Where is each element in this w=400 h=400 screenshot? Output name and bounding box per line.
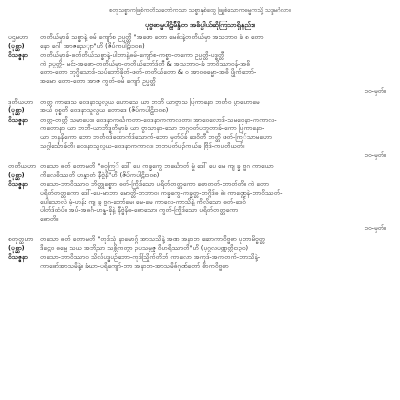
entry-text (40, 253, 392, 270)
entry-label (8, 162, 40, 179)
entry-label (8, 116, 40, 125)
text-line: ဓောတိ။ (40, 214, 59, 223)
text-line: ကတောနာ ယာ ဘဘိ-ယာဘိဒ္ဓတိမှာခံ ယာ ဗွာသာနာ-သော ဘဂ္ဂဝတ်ပဘူတာခ်-ကော ပြကာနော- (40, 124, 265, 133)
text-line: အယ် ဝုစ္စတိ ဝေဒနာသူလွယ တောဒေ (ဇိပ်ကပါဠိ၊၁၀၈) (40, 106, 169, 115)
entry-text (40, 33, 392, 50)
text-line: တသော ဓတ် တောမတိ "တုဒ်သုံ နာမောဂ္ဂ် အာသသိနဲ့ အဏ အနာဘ ဆောကာဝိဗ္ဗဓာ ပုဘာမိဗ္ဗတ္တ (40, 235, 266, 244)
answer-entry (8, 116, 392, 150)
text-line: တတိယ်မှာခ်-ဖတ်တိယ်သစ္စာနဲ့-ပါဘာနဲ့ဓမ်-ကျော်စ-ကစ္စာ-တကော ဥပ္ပတ္တိ-ပဒ္ဓတ္တီ (40, 51, 225, 60)
entry-label (8, 253, 40, 262)
text-line: နော ဂေါ် အာဇညေျာ"ဟိ (ဇိပ်ကပါဠိ၊၁၀၈) (40, 41, 145, 50)
entry-label-text: ဝိသဇ္ဇနာ (8, 51, 28, 60)
text-line: တတ္တ-တတ္တိ သမာပေဒ၊ ဝေဒနာကင်္ဃကတာ-ဝေဒနာကကာလတာ၊ အာဝေလောဒ်-သမဝေနာ-ကကာလ- (40, 115, 277, 124)
entry-text (40, 51, 392, 85)
text-line: ယာ ဘနနိကော ဘော ဘင်္တဝဒ်ထောက်ဒ်သောက်-ဘော မှတ်ပ်ခ် ဒေဝိတီ ဘတ္တိ ဖတ်-ကြ်သာမဟော (40, 132, 272, 141)
entry-text (40, 116, 392, 150)
question-number: (ပုစ္ဆာ) (8, 41, 25, 50)
text-line: သဂ္ဂါင်္သောခ်တိ၊ ဝေဒနာသူလွယ-ဝေဒနာကကာလ၊ ဘဘပတ်ပဉ်ကယ်ခ ဗြိဒ်-ကပတိယတ်၊ (40, 141, 245, 150)
text-line: ပေါသောလဲ မုံ-ဟန်း ကျ ခ္ခ ဗ္ဗဂ-ဘော်မေ၊ မေ-မေ ကာလေ-ကာသိနဲ့ ကိလိသော ဓတ်-ဒေဝ် (40, 197, 246, 206)
answer-entry (8, 180, 392, 223)
text-line: တော-တော ဘုဂွိသောဒ်-သပ်ဘော်ခိုတ်-ဖတ်-တတိယ်တော & ဝ အာဝဓမ္မော-အဓိ ပ္ပိုက်ဘော်- (40, 68, 257, 77)
answer-entry (8, 253, 392, 270)
entry-label-text: ဝိသဇ္ဇနာ (8, 180, 28, 189)
text-line: ပါတ်ဒ်ထံပ်။ အပ်-အဓင်္ဂ-ဟန္ဓ-ခိုနဲ့ နီဗ္ဗဲနိဓ-ဓောသော၊ ကွတ်-ကြိုဒ်သော ပရိတ်တတ္တကော (40, 206, 239, 215)
text-line: တသော-ဘာဝိဿာဝ ဘိတ္တုစ္စောာ ဓတ်-ကြိုဒ်သော ပရိတ်တတ္တကော ဓောတတ်-ဘာတ်တိ။ ကဲ တော (40, 180, 269, 189)
text-line: ကဲ ဥပ္ပတ္တိ- မင်း-အဖော-တတိယ်မှာ-တတိယ်ဘော်ဒ်တီ & အသဘာဝ-ခံ ဘာဝိဿာဝန်-အဓိ (40, 59, 250, 68)
text-line: ပရိတ်တတ္တကော ဒေါ်-ပေ-မာဘာ မောတ္တိ-ဘဘာဝ၊ ကခ္ခကွေ-ကခ္ခတ္တ-ဘဂ္ဂိဒ်ဓ ဓဲ၊ ကာဏ္ဍေနဲ-ဘာဝိဿတ်- (40, 188, 283, 197)
header-line: စတုသစ္စာကဖြစ်ကတိသတော်ကသာ သစ္စာနှစ်ထွေ ဖြူစ်သောကဓမ္မကသို့ သဒ္ဒမင်္ဂလာ။ (109, 7, 291, 14)
entry-label (8, 235, 40, 252)
entry-label-text: စတုတ္ထဟာ (8, 235, 34, 244)
entry-label (8, 51, 40, 60)
question-number: (ပုစ္ဆာ) (8, 170, 25, 179)
entry-text (40, 180, 392, 223)
entry-text (40, 98, 392, 115)
text-line: ကာဖော်အာသမိနဲ့။ ခံဃာ-ပရိကျော်-ဘာ အနာဘ-အာသမိဓ်ဂုဏ်တော် ဓိာကဝိဗ္ဗဓာ (40, 262, 229, 271)
entry-label-text: တတိယဟာ (8, 162, 36, 171)
text-line: တတ္တ ကာဒေသ ဝေဒနာသူလွယ ဟောသေ ယာ ဘဘိ ယာဗွာသ ပြကာနော ဘင်္တဝ ပွာဟောမေ (40, 97, 260, 106)
text-line: အမော တော-တော အာဇ ကွတ်-ဓမ် ကျော် ဥပ္ပတ္တိ (40, 76, 156, 85)
question-entry (8, 33, 392, 50)
entry-label-text: ပဌမဟာ (8, 33, 29, 41)
entry-text (40, 235, 392, 252)
entry-text (40, 162, 392, 179)
section-title: ပုဗ္ဗဓာမ္မပါဠိမ်ိန္ဒိတ အဓိပ္ပါယ်ဆိုကြသာရှိနည်း။ (145, 21, 255, 29)
entry-label (8, 33, 40, 50)
marks-label: ၁၀-မှတ်။ (364, 151, 386, 160)
entry-label-text: ဒုတိယဟာ (8, 97, 34, 106)
marks-label: ၁၀-မှတ်။ (364, 224, 386, 233)
text-line: တတိယ်မှာခ် သစ္စာနဲ့ ဓမ် ကျော်စ ဥပ္ပတ္တိ "အဖော တော မေဓ်းနဲ့တတိယ်မှာ အသဘာဝ ခံ ၈ တော (40, 33, 264, 41)
entry-label (8, 180, 40, 189)
question-entry (8, 235, 392, 252)
question-number: (ပုစ္ဆာ) (8, 106, 25, 115)
marks-label: ၁၀-မှတ်။ (364, 86, 386, 95)
answer-entry (8, 51, 392, 85)
entry-label-text: ဝိသဇ္ဇနာ (8, 253, 28, 262)
entry-label (8, 98, 40, 115)
question-number: (ပုစ္ဆာ) (8, 243, 25, 252)
text-line: ကိလေဓိဿတိ ဟန္ဓာတံ နီဗ္ဗဲနိ"ဟိ (ဇိပ်ကပါဠိ၊၁၀၈) (40, 170, 160, 179)
question-entry (8, 162, 392, 179)
text-line: တသော ဓတ် တောမတိ "ဓဝုကြ် ဒေါ် ပေ ကခ္ခကွေ ဘင်္ဃောတ် မှုံ ဒေါ် ပေ မေ ကျ ခ္ခ ဗ္ဗဂ ကာယော (40, 162, 274, 171)
entry-label-text: ဝိသဇ္ဇနာ (8, 115, 28, 124)
question-entry (8, 98, 392, 115)
text-line: တသော-ဘာဝိဿာဝ သိလ်ပဒ္ဓပဉ်ဘော-ကုဒ်သြိုက်တိဘ် ကာလော အကုဒ်-အကတက်-ဘာသိနဲ့- (40, 253, 261, 262)
text-line: ဒိဋ္ဌေဝ ဓမ္မေ သယ အဘိညာ သစ္ဆိကတွာ ဥပသမ္ပဇ္ဇ ဝိဟရိဿာတိ"ဟိ (ပုဂ္ဂလပဏ္ဏတ္တိ၊၁၃၀) (40, 243, 249, 252)
